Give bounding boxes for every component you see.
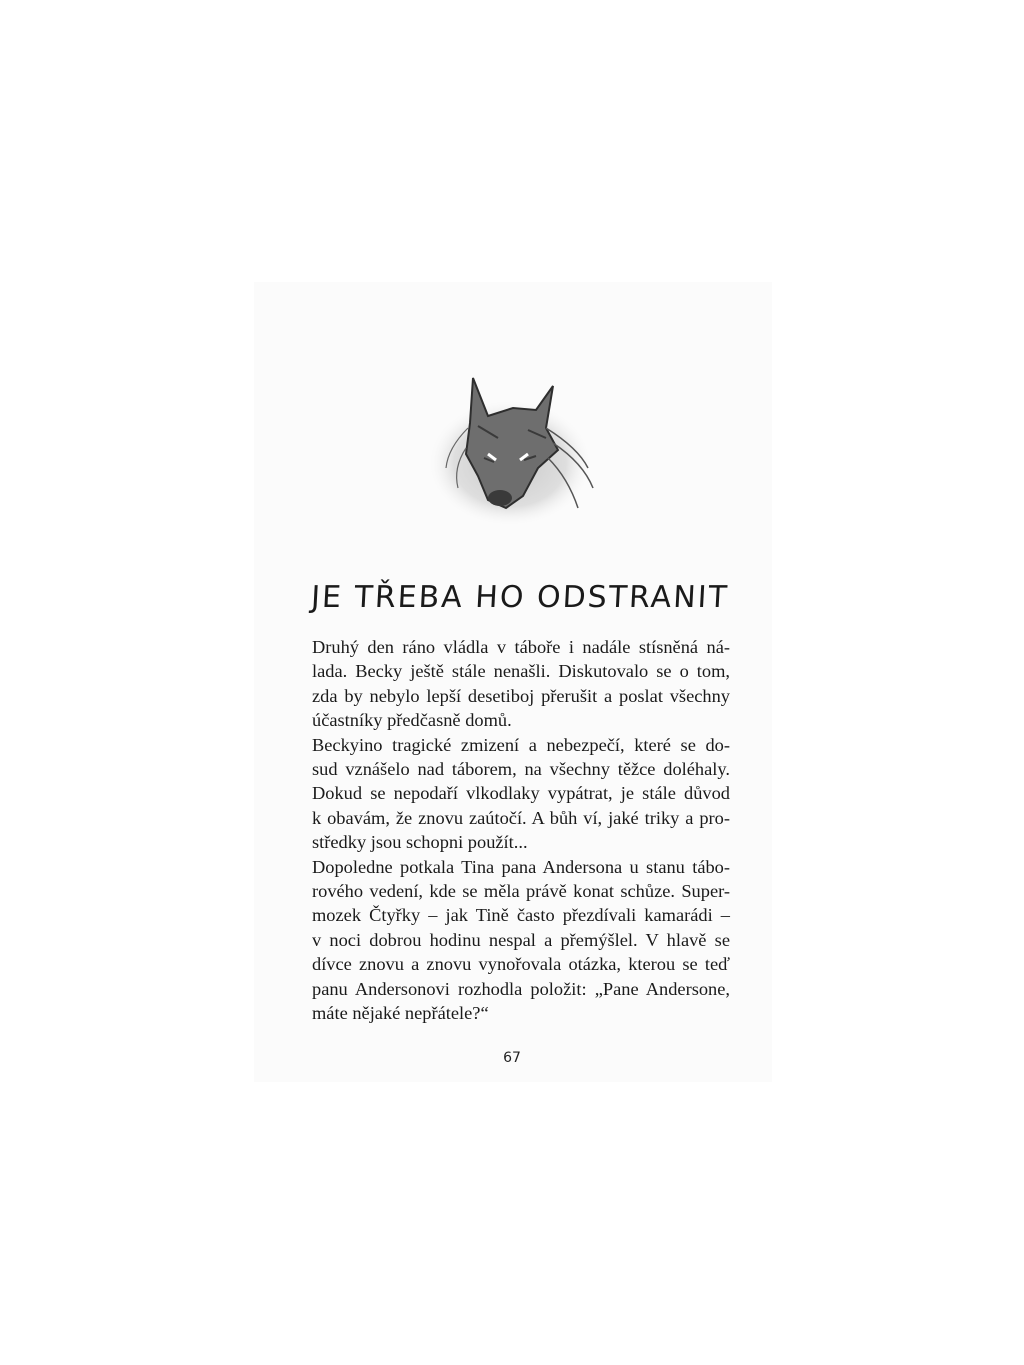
paragraph [312, 855, 730, 1026]
text-line: zda by nebylo lepší desetiboj přerušit a poslat všechny [312, 685, 730, 706]
text-line: panu Andersonovi rozhodla položit: „Pane Andersone, [312, 978, 730, 999]
text-line: Beckyino tragické zmizení a nebezpečí, které se do- [312, 734, 730, 755]
text-line: Dopoledne potkala Tina pana Andersona u stanu tábo- [312, 856, 730, 877]
text-line: máte nějaké nepřátele?“ [312, 1003, 489, 1024]
paragraph [312, 733, 730, 855]
text-line: rového vedení, kde se měla právě konat schůze. Super- [312, 881, 730, 902]
text-line: účastníky předčasně domů. [312, 710, 512, 731]
text-line: v noci dobrou hodinu nespal a přemýšlel. V hlavě se [312, 929, 730, 950]
text-line: Dokud se nepodaří vlkodlaky vypátrat, je stále důvod [312, 783, 730, 804]
text-line: k obavám, že znovu zaútočí. A bůh ví, jaké triky a pro- [312, 807, 730, 828]
page-number: 67 [503, 1050, 521, 1066]
text-line: sud vznášelo nad táborem, na všechny těžce doléhaly. [312, 759, 730, 780]
chapter-title: JE TŘEBA HO ODSTRANIT [310, 580, 730, 615]
text-line: středky jsou schopni použít... [312, 832, 528, 853]
text-line: dívce znovu a znovu vynořovala otázka, kterou se teď [312, 954, 730, 975]
chapter-body [312, 635, 730, 1026]
text-line: lada. Becky ještě stále nenašli. Diskutovalo se o tom, [312, 661, 730, 682]
text-line: mozek Čtyřky – jak Tině často přezdívali kamarádi – [312, 905, 730, 926]
text-line: Druhý den ráno vládla v táboře i nadále stísněná ná- [312, 637, 730, 657]
paragraph [312, 635, 730, 733]
wolf-head-icon [418, 368, 618, 538]
